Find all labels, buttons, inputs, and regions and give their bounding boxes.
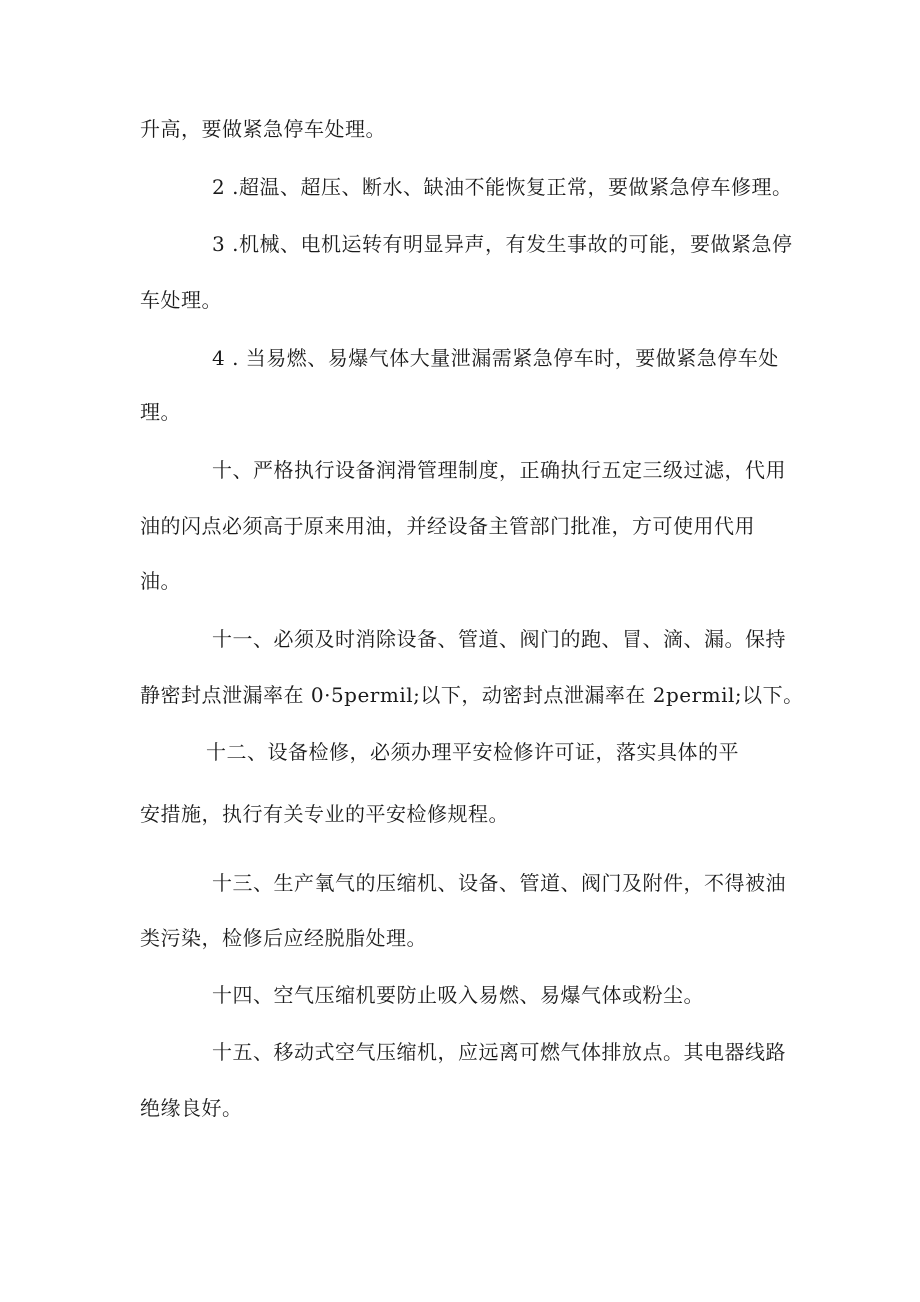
text-line: 安措施，执行有关专业的平安检修规程。 [140,802,509,826]
text-line: 油的闪点必须高于原来用油，并经设备主管部门批准，方可使用代用 [140,514,755,538]
text-line: 3 .机械、电机运转有明显异声，有发生事故的可能，要做紧急停 [212,232,793,256]
text-line: 4 . 当易燃、易爆气体大量泄漏需紧急停车时，要做紧急停车处 [212,346,779,370]
text-line: 十、严格执行设备润滑管理制度，正确执行五定三级过滤，代用 [212,458,786,482]
text-line: 油。 [140,569,181,593]
text-line: 十二、设备检修，必须办理平安检修许可证，落实具体的平 [206,740,739,764]
text-line: 类污染，检修后应经脱脂处理。 [140,926,427,950]
text-line: 十五、移动式空气压缩机，应远离可燃气体排放点。其电器线路 [212,1040,786,1064]
text-line: 车处理。 [140,288,222,312]
text-line: 升高，要做紧急停车处理。 [140,117,386,141]
text-line: 2 .超温、超压、断水、缺油不能恢复正常，要做紧急停车修理。 [212,175,793,199]
text-line: 十三、生产氧气的压缩机、设备、管道、阀门及附件，不得被油 [212,871,786,895]
text-line: 十四、空气压缩机要防止吸入易燃、易爆气体或粉尘。 [212,983,704,1007]
text-line: 十一、必须及时消除设备、管道、阀门的跑、冒、滴、漏。保持 [212,627,786,651]
text-line: 绝缘良好。 [140,1096,243,1120]
text-line: 理。 [140,400,181,424]
text-line: 静密封点泄漏率在 0·5permil;以下，动密封点泄漏率在 2permil;以下。 [140,683,804,707]
